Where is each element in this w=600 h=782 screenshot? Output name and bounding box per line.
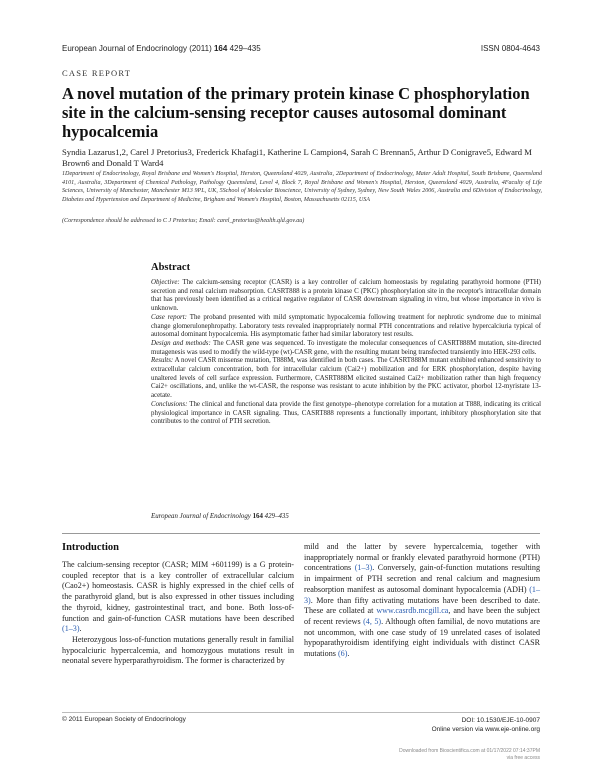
intro-heading: Introduction — [62, 542, 119, 553]
reference-link[interactable]: (1–3) — [62, 624, 80, 634]
left-column — [62, 560, 294, 667]
intro-paragraph-3: mild and the latter by severe hypercalcemia, together with inappropriately normal or frankly elevated parathyroid hormone (PTH) concentrations (1–3). Conversely, gain-of-function mutations resulting in impairment of PTH secretion and renal calcium and magnesium reabsorption manifest as autosomal dominant hypocalcemia (ADH) (1–3). More than fifty activating mutations have been described to date. These are collated at www.casrdb.mcgill.ca, and have been the subject of recent reviews (4, 5). Although often familial, de novo mutations are not uncommon, with one case study of 19 unrelated cases of isolated hypoparathyroidism identifying eight individuals with distinct CASR mutations (6). — [304, 542, 541, 659]
correspondence: (Correspondence should be addressed to C J Pretorius; Email: carel_pretorius@health.qld.gov.au) — [62, 218, 305, 224]
affiliations: 1Department of Endocrinology, Royal Brisbane and Women's Hospital, Herston, Queensland 4029, Australia, 2Department of Endocrinology, Mater Adult Hospital, South Brisbane, Queensland 4101, Australia, 3Department of Chemical Pathology, Pathology Queensland, Level 4, Block 7, Royal Brisbane and Women's Hospital, Herston, Queensland 4029, Australia, 4Faculty of Life Sciences, University of Manchester, Manchester M13 9PL, UK, 5School of Molecular Bioscience, University of Sydney, Sydney, New South Wales 2006, Australia and 6Division of Endocrinology, Diabetes and Hypertension and Department of Medicine, Brigham and Women's Hospital, Boston, Massachusetts 02115, USA — [62, 171, 542, 203]
doi-block — [432, 716, 540, 734]
running-header — [62, 44, 540, 58]
right-column — [304, 542, 540, 660]
doi[interactable]: DOI: 10.1530/EJE-10-0907 — [461, 717, 540, 724]
abstract-section — [151, 262, 541, 427]
article-title: A novel mutation of the primary protein kinase C phosphorylation site in the calcium-sensing receptor causes autosomal dominant hypocalcemia — [62, 84, 530, 141]
download-notice: Downloaded from Bioscientifica.com at 01/17/2022 07:14:37PM via free access — [399, 748, 540, 761]
intro-paragraph-1: The calcium-sensing receptor (CASR; MIM +601199) is a G protein-coupled receptor that is a key controller of extracellular calcium (Cao2+) homeostasis. CASR is highly expressed in the chief cells of the parathyroid gland, but is also expressed in other tissues including the thyroid, kidney, gastrointestinal tract, and bone. Both loss-of-function and gain-of-function CASR mutations have been described (1–3). — [62, 560, 294, 634]
abstract-results: Results: A novel CASR missense mutation, T888M, was identified in both cases. The CASRT888M mutant exhibited enhanced sensitivity to extracellular calcium concentration, both for intracellular calcium (Cai2+) mobilization and for ERK phosphorylation, despite having unaltered levels of cell surface expression. Furthermore, CASRT888M elicited sustained Cai2+ mobilization rather than high frequency Cai2+ oscillations, and, unlike the wt-CASR, the response was resistant to acute inhibition by the PKC activator, phorbol 12-myristate 13-acetate. — [151, 357, 541, 400]
footer-divider — [62, 712, 540, 713]
reference-link[interactable]: (1–3) — [354, 563, 373, 573]
abstract-design: Design and methods: The CASR gene was sequenced. To investigate the molecular consequences of CASRT888M mutation, site-directed mutagenesis was used to modify the wild-type (wt)-CASR gene, with the resulting mutant being transfected transiently into HEK-293 cells. — [151, 339, 541, 356]
abstract-heading: Abstract — [151, 262, 191, 273]
author-list: Syndia Lazarus1,2, Carel J Pretorius3, Frederick Khafagi1, Katherine L Campion4, Sarah C Brennan5, Arthur D Conigrave5, Edward M Brown6 and Donald T Ward4 — [62, 147, 532, 168]
citation-line: European Journal of Endocrinology 164 429–435 — [151, 513, 289, 520]
reference-link[interactable]: (4, 5) — [363, 616, 382, 626]
article-type: CASE REPORT — [62, 68, 132, 78]
casrdb-link[interactable]: www.casrdb.mcgill.ca — [376, 606, 449, 616]
section-divider — [62, 533, 540, 534]
online-version[interactable]: Online version via www.eje-online.org — [431, 726, 540, 733]
copyright: © 2011 European Society of Endocrinology — [62, 716, 186, 723]
journal-header: European Journal of Endocrinology (2011) 164 429–435 — [62, 44, 261, 53]
intro-paragraph-2: Heterozygous loss-of-function mutations generally result in familial hypocalciuric hypercalcemia, and homozygous mutations result in neonatal severe hyperparathyroidism. The former is characterized by — [62, 634, 294, 666]
abstract-case: Case report: The proband presented with mild symptomatic hypocalcemia following treatment for nephrotic syndrome due to minimal change glomerulonephropathy. Laboratory tests revealed inappropriately normal PTH concentrations and relative hypercalciuria typical of autosomal dominant hypocalcemia. His asymptomatic father had similar laboratory test results. — [151, 313, 541, 339]
abstract-conclusions: Conclusions: The clinical and functional data provide the first genotype–phenotype correlation for a mutation at T888, indicating its critical physiological importance in CASR signaling. Thus, CASRT888 represents a functionally important, inhibitory phosphorylation site that contributes to the control of PTH secretion. — [151, 400, 541, 426]
abstract-objective: Objective: The calcium-sensing receptor (CASR) is a key controller of calcium homeostasis by regulating parathyroid hormone (PTH) secretion and renal calcium reabsorption. CASRT888 is a protein kinase C (PKC) phosphorylation site in the receptor's intracellular domain that has previously been identified as a critical negative regulator of CASR downstream signaling in vitro, but whose importance in vivo is unknown. — [151, 279, 541, 313]
issn: ISSN 0804-4643 — [480, 44, 540, 53]
reference-link[interactable]: (6) — [337, 649, 348, 659]
reference-link[interactable]: (1–3) — [304, 584, 540, 605]
